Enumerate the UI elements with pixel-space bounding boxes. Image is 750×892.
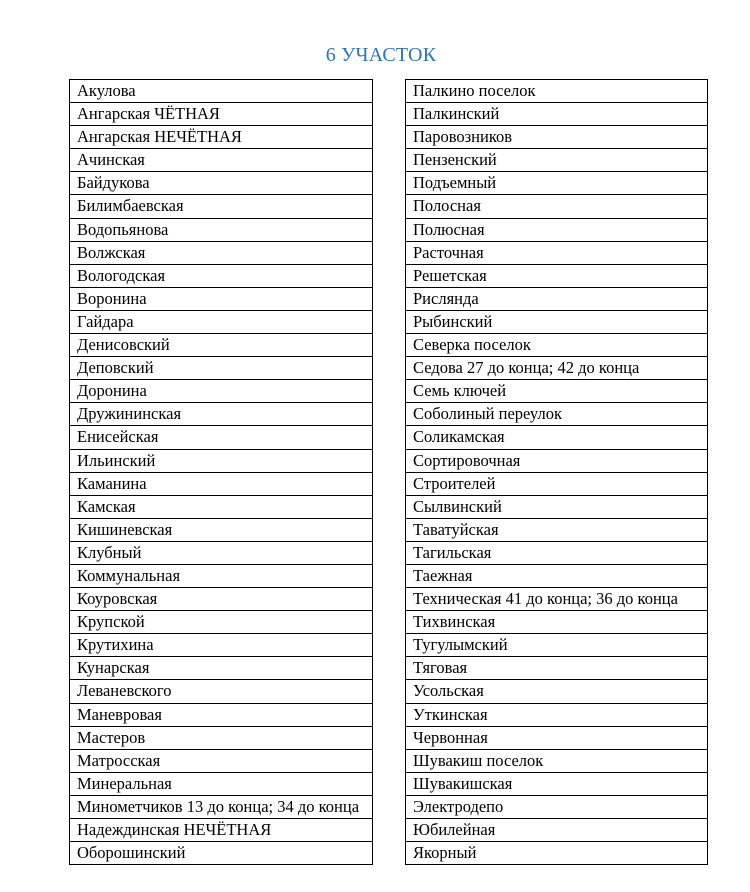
right-street-row	[406, 749, 708, 772]
left-street-row	[70, 680, 373, 703]
street-name-cell: Тугулымский	[406, 634, 708, 657]
left-street-row	[70, 80, 373, 103]
right-street-row	[406, 380, 708, 403]
street-name-cell: Сортировочная	[406, 449, 708, 472]
street-name-cell: Надеждинская НЕЧЁТНАЯ	[70, 819, 373, 842]
right-street-row	[406, 241, 708, 264]
left-street-row	[70, 495, 373, 518]
street-name-cell: Полосная	[406, 195, 708, 218]
left-street-table	[69, 79, 373, 865]
street-name-cell: Тагильская	[406, 541, 708, 564]
left-street-row	[70, 357, 373, 380]
right-street-row	[406, 449, 708, 472]
street-name-cell: Ачинская	[70, 149, 373, 172]
street-name-cell: Доронина	[70, 380, 373, 403]
street-name-cell: Червонная	[406, 726, 708, 749]
right-street-row	[406, 310, 708, 333]
right-street-row	[406, 172, 708, 195]
left-street-row	[70, 749, 373, 772]
right-street-row	[406, 334, 708, 357]
street-name-cell: Семь ключей	[406, 380, 708, 403]
left-street-row	[70, 703, 373, 726]
street-name-cell: Кишиневская	[70, 518, 373, 541]
street-name-cell: Шувакишская	[406, 772, 708, 795]
right-street-row	[406, 588, 708, 611]
left-street-row	[70, 380, 373, 403]
street-name-cell: Каманина	[70, 472, 373, 495]
right-street-row	[406, 541, 708, 564]
street-name-cell: Паровозников	[406, 126, 708, 149]
street-name-cell: Минеральная	[70, 772, 373, 795]
street-name-cell: Леваневского	[70, 680, 373, 703]
right-street-row	[406, 472, 708, 495]
street-name-cell: Соболиный переулок	[406, 403, 708, 426]
right-street-row	[406, 564, 708, 587]
left-street-row	[70, 772, 373, 795]
right-street-row	[406, 611, 708, 634]
right-street-row	[406, 495, 708, 518]
street-name-cell: Северка поселок	[406, 334, 708, 357]
right-street-row	[406, 842, 708, 865]
street-name-cell: Волжская	[70, 241, 373, 264]
street-name-cell: Енисейская	[70, 426, 373, 449]
street-name-cell: Палкинский	[406, 103, 708, 126]
street-name-cell: Рыбинский	[406, 310, 708, 333]
street-name-cell: Ильинский	[70, 449, 373, 472]
left-street-row	[70, 149, 373, 172]
left-street-row	[70, 310, 373, 333]
street-name-cell: Мастеров	[70, 726, 373, 749]
street-name-cell: Шувакиш поселок	[406, 749, 708, 772]
right-street-row	[406, 819, 708, 842]
right-street-row	[406, 218, 708, 241]
street-name-cell: Камская	[70, 495, 373, 518]
right-street-row	[406, 403, 708, 426]
page-title: 6 УЧАСТОК	[325, 44, 437, 66]
street-name-cell: Крутихина	[70, 634, 373, 657]
left-street-row	[70, 403, 373, 426]
left-street-row	[70, 449, 373, 472]
left-street-row	[70, 103, 373, 126]
street-name-cell: Матросская	[70, 749, 373, 772]
street-name-cell: Байдукова	[70, 172, 373, 195]
left-street-row	[70, 287, 373, 310]
street-name-cell: Деповский	[70, 357, 373, 380]
right-street-row	[406, 264, 708, 287]
street-name-cell: Оборошинский	[70, 842, 373, 865]
street-name-cell: Гайдара	[70, 310, 373, 333]
left-street-row	[70, 472, 373, 495]
left-street-row	[70, 634, 373, 657]
right-street-row	[406, 149, 708, 172]
left-street-row	[70, 564, 373, 587]
left-street-row	[70, 819, 373, 842]
right-street-table	[405, 79, 708, 865]
left-street-row	[70, 611, 373, 634]
street-name-cell: Минометчиков 13 до конца; 34 до конца	[70, 795, 373, 818]
left-street-row	[70, 588, 373, 611]
street-name-cell: Тяговая	[406, 657, 708, 680]
right-street-row	[406, 657, 708, 680]
street-name-cell: Маневровая	[70, 703, 373, 726]
right-street-row	[406, 126, 708, 149]
left-street-row	[70, 334, 373, 357]
left-street-row	[70, 541, 373, 564]
street-name-cell: Сылвинский	[406, 495, 708, 518]
left-street-row	[70, 726, 373, 749]
street-name-cell: Седова 27 до конца; 42 до конца	[406, 357, 708, 380]
left-street-row	[70, 657, 373, 680]
street-name-cell: Крупской	[70, 611, 373, 634]
left-street-row	[70, 241, 373, 264]
right-street-row	[406, 703, 708, 726]
street-name-cell: Денисовский	[70, 334, 373, 357]
street-name-cell: Таежная	[406, 564, 708, 587]
right-street-row	[406, 726, 708, 749]
right-street-row	[406, 634, 708, 657]
left-street-row	[70, 795, 373, 818]
right-street-row	[406, 518, 708, 541]
left-street-row	[70, 426, 373, 449]
right-street-row	[406, 195, 708, 218]
right-street-row	[406, 287, 708, 310]
right-street-row	[406, 357, 708, 380]
street-name-cell: Техническая 41 до конца; 36 до конца	[406, 588, 708, 611]
street-name-cell: Уткинская	[406, 703, 708, 726]
street-name-cell: Воронина	[70, 287, 373, 310]
street-name-cell: Юбилейная	[406, 819, 708, 842]
street-name-cell: Якорный	[406, 842, 708, 865]
right-street-row	[406, 680, 708, 703]
right-street-row	[406, 103, 708, 126]
left-street-row	[70, 518, 373, 541]
street-name-cell: Дружининская	[70, 403, 373, 426]
street-name-cell: Таватуйская	[406, 518, 708, 541]
left-street-row	[70, 218, 373, 241]
street-name-cell: Рислянда	[406, 287, 708, 310]
street-name-cell: Усольская	[406, 680, 708, 703]
right-street-row	[406, 426, 708, 449]
street-name-cell: Ангарская ЧЁТНАЯ	[70, 103, 373, 126]
left-street-row	[70, 264, 373, 287]
street-name-cell: Клубный	[70, 541, 373, 564]
street-name-cell: Ангарская НЕЧЁТНАЯ	[70, 126, 373, 149]
right-street-row	[406, 795, 708, 818]
street-name-cell: Палкино поселок	[406, 80, 708, 103]
street-name-cell: Вологодская	[70, 264, 373, 287]
street-name-cell: Билимбаевская	[70, 195, 373, 218]
street-name-cell: Тихвинская	[406, 611, 708, 634]
street-name-cell: Подъемный	[406, 172, 708, 195]
street-name-cell: Пензенский	[406, 149, 708, 172]
street-name-cell: Акулова	[70, 80, 373, 103]
right-street-row	[406, 772, 708, 795]
street-name-cell: Коммунальная	[70, 564, 373, 587]
right-street-row	[406, 80, 708, 103]
street-name-cell: Решетская	[406, 264, 708, 287]
street-name-cell: Полюсная	[406, 218, 708, 241]
street-name-cell: Электродепо	[406, 795, 708, 818]
left-street-row	[70, 126, 373, 149]
street-name-cell: Соликамская	[406, 426, 708, 449]
street-name-cell: Расточная	[406, 241, 708, 264]
street-name-cell: Кунарская	[70, 657, 373, 680]
street-name-cell: Строителей	[406, 472, 708, 495]
left-street-row	[70, 195, 373, 218]
left-street-row	[70, 172, 373, 195]
left-street-row	[70, 842, 373, 865]
street-name-cell: Коуровская	[70, 588, 373, 611]
street-name-cell: Водопьянова	[70, 218, 373, 241]
